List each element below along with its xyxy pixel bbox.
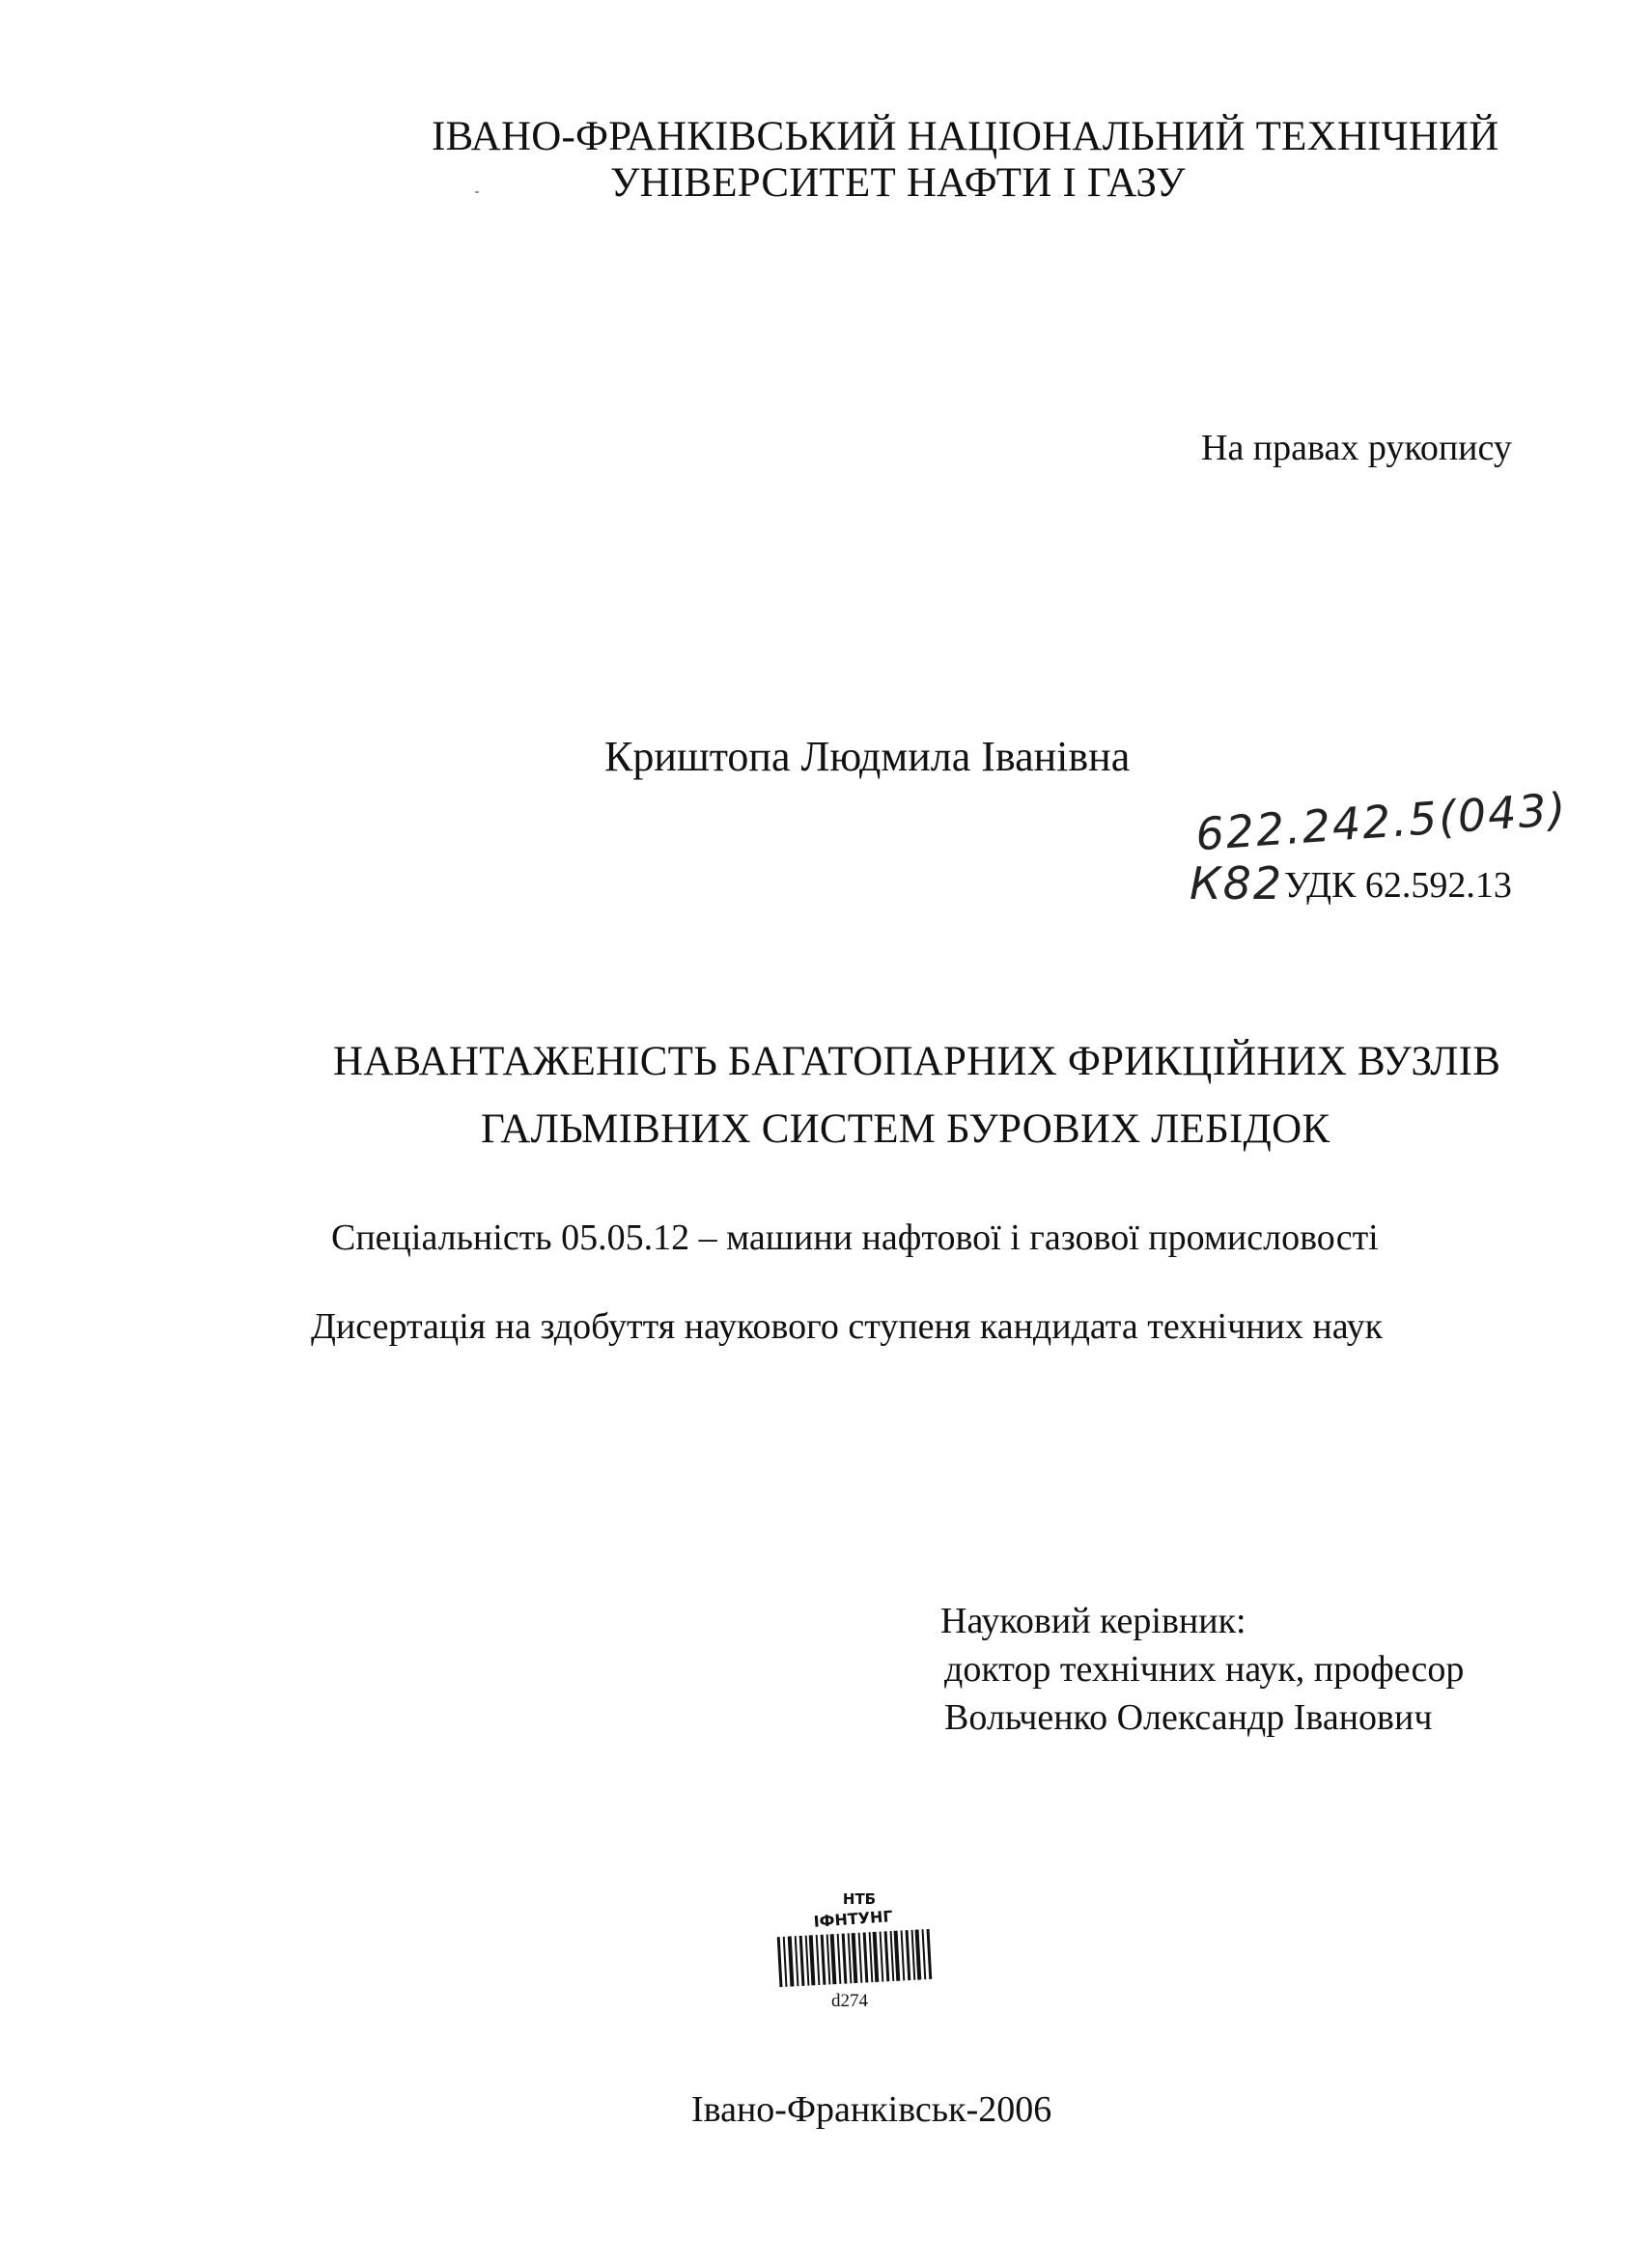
place-and-year: Івано-Франківськ-2006 <box>691 2089 1052 2130</box>
dissertation-title-line2: ГАЛЬМІВНИХ СИСТЕМ БУРОВИХ ЛЕБІДОК <box>481 1106 1330 1152</box>
author-name: Криштопа Людмила Іванівна <box>604 733 1131 780</box>
stamp-university-abbrev: ІФНТУНГ <box>813 1907 894 1931</box>
dissertation-degree: Дисертація на здобуття наукового ступеня кандидата технічних наук <box>311 1306 1384 1347</box>
barcode-icon <box>777 1929 933 1987</box>
university-name-line1: ІВАНО-ФРАНКІВСЬКИЙ НАЦІОНАЛЬНИЙ ТЕХНІЧНИЙ <box>432 114 1499 159</box>
stamp-barcode-number: d274 <box>831 1991 868 2011</box>
supervisor-label: Науковий керівник: <box>940 1601 1246 1641</box>
stamp-library-abbrev: НТБ <box>842 1890 877 1908</box>
dissertation-title-line1: НАВАНТАЖЕНІСТЬ БАГАТОПАРНИХ ФРИКЦІЙНИХ ВУЗЛІВ <box>333 1039 1501 1084</box>
university-name-line2: УНІВЕРСИТЕТ НАФТИ І ГАЗУ <box>610 160 1186 206</box>
handwritten-classification-code: 622.242.5(043) <box>1193 782 1570 861</box>
supervisor-degree: доктор технічних наук, професор <box>944 1649 1465 1690</box>
specialty: Спеціальність 05.05.12 – машини нафтової і газової промисловості <box>331 1217 1379 1258</box>
scan-speck <box>475 191 479 193</box>
library-barcode-stamp <box>772 1883 938 2018</box>
udk-code: УДК 62.592.13 <box>1284 865 1512 906</box>
handwritten-classification-mark: К82 <box>1190 857 1284 909</box>
manuscript-rights-note: На правах рукопису <box>1201 428 1512 468</box>
supervisor-name: Вольченко Олександр Іванович <box>944 1697 1433 1738</box>
